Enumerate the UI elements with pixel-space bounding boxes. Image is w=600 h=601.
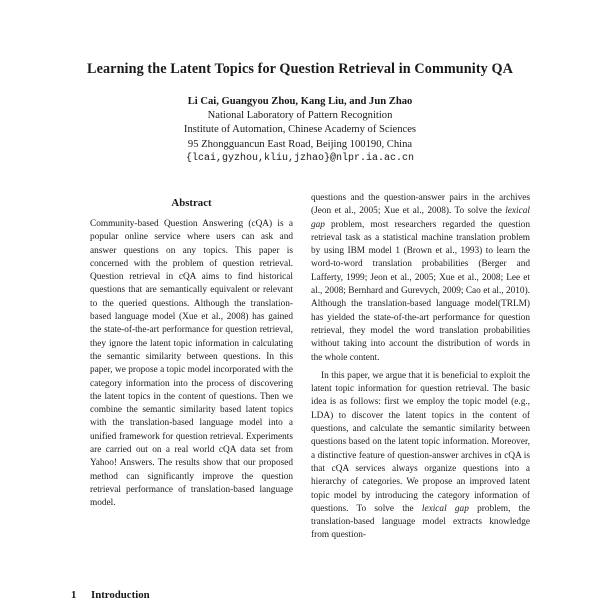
- paragraph-1-part-a: questions and the question-answer pairs in the archives (Jeon et al., 2005; Xue et al., 2008). To solve the: [311, 193, 530, 217]
- author-emails: {lcai,gyzhou,kliu,jzhao}@nlpr.ia.ac.cn: [185, 152, 415, 164]
- section-title: Introduction: [91, 589, 150, 601]
- section-heading-introduction: [71, 589, 311, 601]
- abstract-heading: Abstract: [171, 197, 212, 209]
- author-names: Li Cai, Guangyou Zhou, Kang Liu, and Jun Zhao: [187, 96, 413, 107]
- paragraph-2: [311, 370, 530, 543]
- right-column-text: [311, 192, 530, 543]
- paragraph-2-emphasis: lexical gap: [421, 503, 469, 514]
- affiliation-lab: National Laboratory of Pattern Recognition: [207, 110, 393, 122]
- abstract-text: Community-based Question Answering (cQA) is a popular online service where users can ask and answer questions on any topics. This paper is concerned with the problem of question retrieval. Question retrieval in cQA aims to find historical questions that are semantically equivalent or relevant to the queried questions. Although the translation-based language model (Xue et al., 2008) has gained the state-of-the-art performance for question retrieval, they ignore the latent topic information in calculating the semantic similarity between questions. In this paper, we propose a topic model incorporated with the category information into the process of discovering the latent topics in the content of questions. Then we combine the semantic similarity based latent topics with the translation-based language model into a unified framework for question retrieval. Experiments are carried out on a real world cQA data set from Yahoo! Answers. The results show that our proposed method can significantly improve the question retrieval performance of translation-based language model.: [90, 219, 293, 509]
- paragraph-2-part-b: problem, the translation-based language model extracts knowledge from question-: [311, 503, 530, 541]
- paragraph-2-part-a: In this paper, we argue that it is beneficial to exploit the latent topic information for question retrieval. The basic idea is as follows: first we employ the topic model (e.g., LDA) to discover the latent topics in the content of questions, and calculate the semantic similarity between questions based on the latent topic information. Moreover, a distinctive feature of question-answer archives in cQA is that cQA services always organize questions into a hierarchy of categories. We propose an improved latent topic model by introducing the category information of questions. To solve the: [311, 370, 530, 514]
- paragraph-1: [311, 192, 530, 365]
- paper-title: Learning the Latent Topics for Question Retrieval in Community QA: [87, 61, 513, 77]
- paragraph-1-part-b: problem, most researchers regarded the question retrieval task as a statistical machine translation problem by using IBM model 1 (Brown et al., 1993) to learn the word-to-word translation probabilities (Berger and Lafferty, 1999; Jeon et al., 2005; Xue et al., 2008; Lee et al., 2008; Bernhard and Gurevych, 2009; Cao et al., 2010). Although the translation-based language model(TRLM) has yielded the state-of-the-art performance for question retrieval, they model the word translation probabilities without taking into account the distribution of words in the whole content.: [311, 219, 530, 363]
- affiliation-address: 95 Zhongguancun East Road, Beijing 100190, China: [187, 138, 413, 150]
- section-number: 1: [71, 589, 77, 601]
- author-block: [0, 95, 600, 166]
- paragraph-1-emphasis: lexical gap: [311, 206, 530, 230]
- affiliation-institute: Institute of Automation, Chinese Academy of Sciences: [183, 124, 417, 136]
